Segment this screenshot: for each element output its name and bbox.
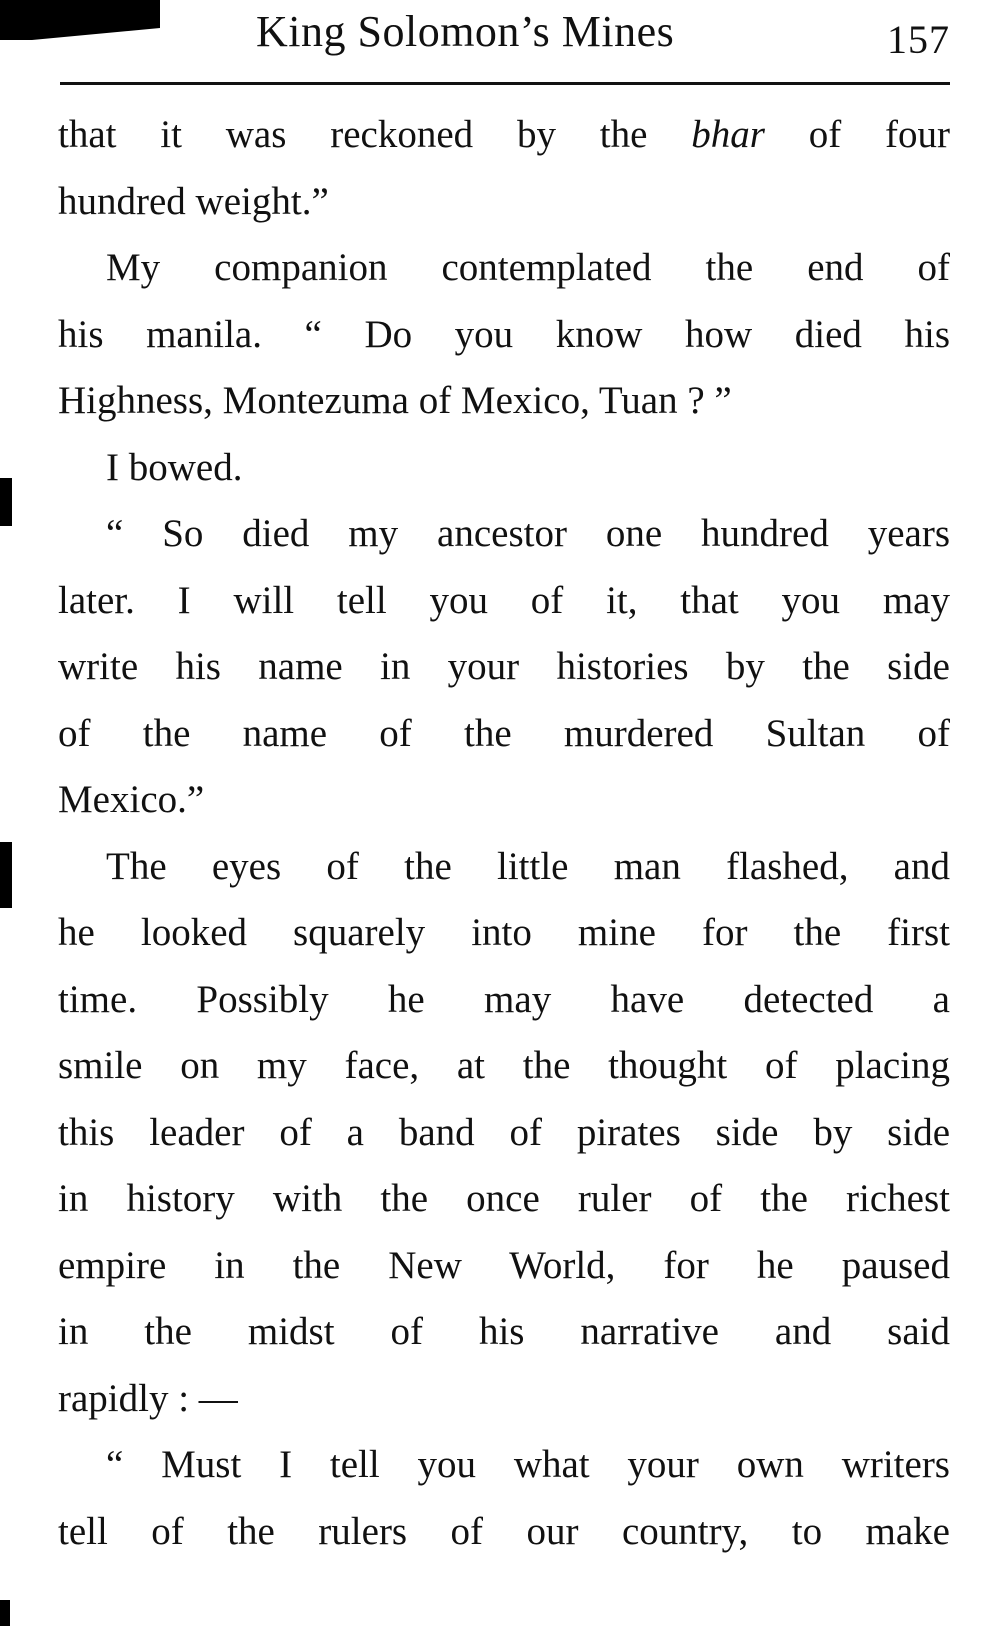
italic-word: bhar: [691, 113, 765, 156]
text-line: write his name in your histories by the side: [58, 645, 950, 688]
text-line: in the midst of his narrative and said: [58, 1310, 950, 1353]
text-line: time. Possibly he may have detected a: [58, 977, 950, 1021]
text-line: I bowed.: [106, 445, 243, 489]
scan-artifact: [0, 1600, 10, 1626]
text-line: Mexico.”: [58, 778, 205, 821]
text-line: this leader of a band of pirates side by side: [58, 1110, 950, 1154]
text-line: “ So died my ancestor one hundred years: [106, 512, 950, 555]
scan-artifact: [0, 478, 12, 526]
text-line: rapidly : —: [58, 1376, 238, 1420]
text-line: tell of the rulers of our country, to make: [58, 1509, 950, 1553]
text-line: of the name of the murdered Sultan of: [58, 711, 950, 755]
page-number: 157: [887, 17, 950, 62]
running-head: [60, 0, 950, 86]
text-line: empire in the New World, for he paused: [58, 1243, 950, 1287]
text-line: smile on my face, at the thought of placing: [58, 1044, 950, 1087]
body-text: [58, 102, 950, 1565]
text-line: his manila. “ Do you know how died his: [58, 312, 950, 356]
book-title: King Solomon’s Mines: [256, 7, 675, 56]
text-line: hundred weight.”: [58, 179, 329, 223]
text-line: later. I will tell you of it, that you may: [58, 578, 950, 622]
header-rule: [60, 82, 950, 85]
text-line: he looked squarely into mine for the first: [58, 911, 950, 954]
text-line: Highness, Montezuma of Mexico, Tuan ? ”: [58, 379, 732, 422]
text-line: The eyes of the little man flashed, and: [106, 844, 950, 888]
text-line: in history with the once ruler of the richest: [58, 1177, 950, 1220]
text-line: “ Must I tell you what your own writers: [106, 1443, 950, 1486]
scan-artifact: [0, 842, 12, 908]
text-line: My companion contemplated the end of: [106, 246, 950, 289]
text-line: that it was reckoned by the bhar of four: [58, 113, 950, 156]
